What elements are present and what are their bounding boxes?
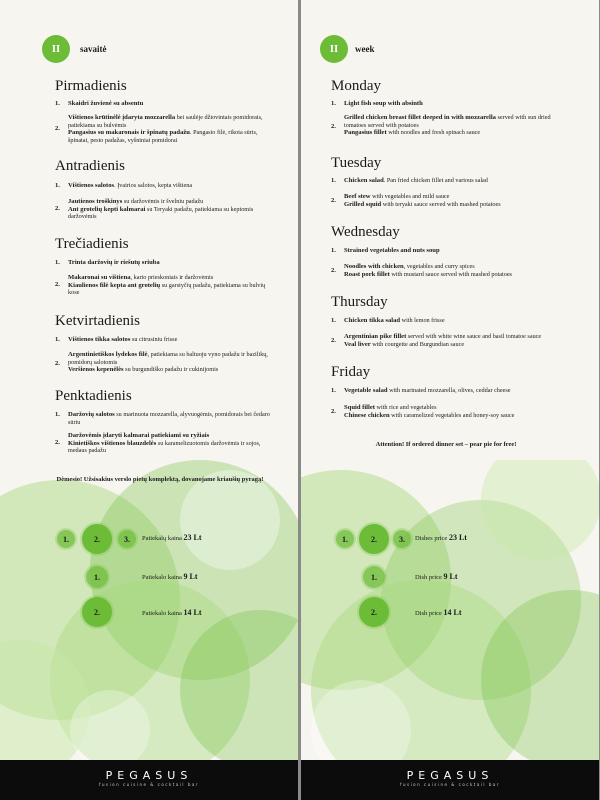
- price-line: Dishes price 23 Lt: [415, 533, 467, 542]
- day-heading: Ketvirtadienis: [55, 313, 140, 329]
- week-label: week: [355, 44, 375, 54]
- day-heading: Pirmadienis: [55, 78, 127, 94]
- week-badge: II: [320, 35, 348, 63]
- menu-item: 1. Chicken tikka salad with lemon frisse: [331, 317, 445, 324]
- day-heading: Monday: [331, 78, 381, 94]
- set-circle: 3.: [118, 530, 136, 548]
- price-line: Patiekalų kaina 23 Lt: [142, 533, 202, 542]
- price-line: Dish price 9 Lt: [415, 572, 458, 581]
- menu-item: 2. Grilled chicken breast fillet deeped in with mozzarella served with sun dried tomatoes served with potatoes Pangasius fillet with noodles and fresh spinach sauce: [331, 114, 551, 136]
- brand-logo: PEGASUS: [406, 769, 494, 782]
- menu-item: 2. Jautienos troškinys su daržovėmis ir švelniu padažu Ant grotelių kepti kalmarai su Teryaki padažu, patiekiama su keptomis daržovėmis: [55, 198, 254, 220]
- menu-item: 1. Light fish soup with absinth: [331, 100, 423, 107]
- week-badge: II: [42, 35, 70, 63]
- promo-note: Attention! If ordered dinner set – pear pie for free!: [375, 441, 517, 448]
- menu-item: 1. Skaidri žuvienė su absentu: [55, 100, 144, 107]
- menu-page-lt: [0, 0, 298, 800]
- set-circle: 1.: [57, 530, 75, 548]
- menu-item: 2. Makaronai su vištiena, kario prieskoniais ir daržovėmis Kiaulienos filė kepta ant grotelių su garstyčių padažu, patiekiama su bulvių kose: [55, 274, 266, 296]
- set-circle: 2.: [82, 524, 112, 554]
- menu-item: 2. Argentinian pike fillet served with white wine sauce and basil tomatoe sauce Veal liver with courgette and Burgundian sauce: [331, 333, 542, 348]
- menu-item: 1. Vištienos salotos. Įvairios salotos, kepta vištiena: [55, 182, 193, 189]
- menu-item: 2. Argentinietiškos lydekos filė, patiekiama su baltuoju vyno padažu ir bazilikų, pomidorų salotomis Veršienos kepenėlės su burgundiško padažu ir cukinijomis: [55, 351, 268, 373]
- menu-page-en: [301, 0, 599, 800]
- brand-tagline: fusion cuisine & cocktail bar: [400, 782, 500, 787]
- day-heading: Tuesday: [331, 155, 382, 171]
- day-heading: Thursday: [331, 294, 388, 310]
- menu-item: 2. Squid fillet with rice and vegetables Chinese chicken with caramelized vegetables and honey-soy sauce: [331, 404, 515, 419]
- menu-item: 1. Daržovių salotos su marinuota mozzarella, alyvuogėmis, pomidorais bei čedaro sūriu: [55, 411, 270, 426]
- set-circle: 3.: [393, 530, 411, 548]
- price-line: Dish price 14 Lt: [415, 608, 462, 617]
- price-line: Patiekalo kaina 14 Lt: [142, 608, 202, 617]
- menu-item: 1. Vištienos tikka salotos su citrusiniu frisse: [55, 336, 178, 343]
- week-label: savaitė: [80, 44, 107, 54]
- day-heading: Trečiadienis: [55, 236, 129, 252]
- price-line: Patiekalo kaina 9 Lt: [142, 572, 198, 581]
- set-circle: 2.: [359, 597, 389, 627]
- menu-item: 2. Daržovėmis įdaryti kalmarai patiekiami su ryžiais Kinietiškos vištienos blauzdelės su karamelizuotomis daržovėmis ir sojos, medaus padažu: [55, 432, 261, 454]
- set-circle: 1.: [363, 566, 385, 588]
- set-circle: 2.: [82, 597, 112, 627]
- set-circle: 1.: [336, 530, 354, 548]
- promo-note: Dėmesio! Užsisakius verslo pietų komplektą, dovanojame kriaušių pyragą!: [56, 476, 264, 483]
- day-heading: Friday: [331, 364, 371, 380]
- brand-logo: PEGASUS: [105, 769, 193, 782]
- day-heading: Penktadienis: [55, 388, 132, 404]
- set-circle: 2.: [359, 524, 389, 554]
- day-heading: Wednesday: [331, 224, 400, 240]
- brand-tagline: fusion cuisine & cocktail bar: [99, 782, 199, 787]
- menu-item: 2. Beef stew with vegetables and mild sauce Grilled squid with teryaki sauce served with mashed potatoes: [331, 193, 501, 208]
- menu-item: 2. Vištienos krūtinėlė įdaryta mozzarella bei saulėje džiovintais pomidorais, patiekiama su bulvėmis Pangasius su makaronais ir špinatų padažu. Pangasio filė, rikota sūris, špinatai, pesto padažas, vyšniniai pomidorai: [55, 114, 263, 144]
- menu-item: 1. Trinta daržovių ir riešutų sriuba: [55, 259, 160, 266]
- day-heading: Antradienis: [55, 158, 125, 174]
- menu-item: 1. Chicken salad. Pan fried chicken fillet and various salad: [331, 177, 488, 184]
- menu-item: 2. Noodles with chicken, vegetables and curry spices Roast pork fillet with mustard sauce served with mashed potatoes: [331, 263, 512, 278]
- menu-item: 1. Vegetable salad with marinated mozzarella, olives, ceddar cheese: [331, 387, 511, 394]
- set-circle: 1.: [86, 566, 108, 588]
- menu-item: 1. Strained vegetables and nuts soup: [331, 247, 440, 254]
